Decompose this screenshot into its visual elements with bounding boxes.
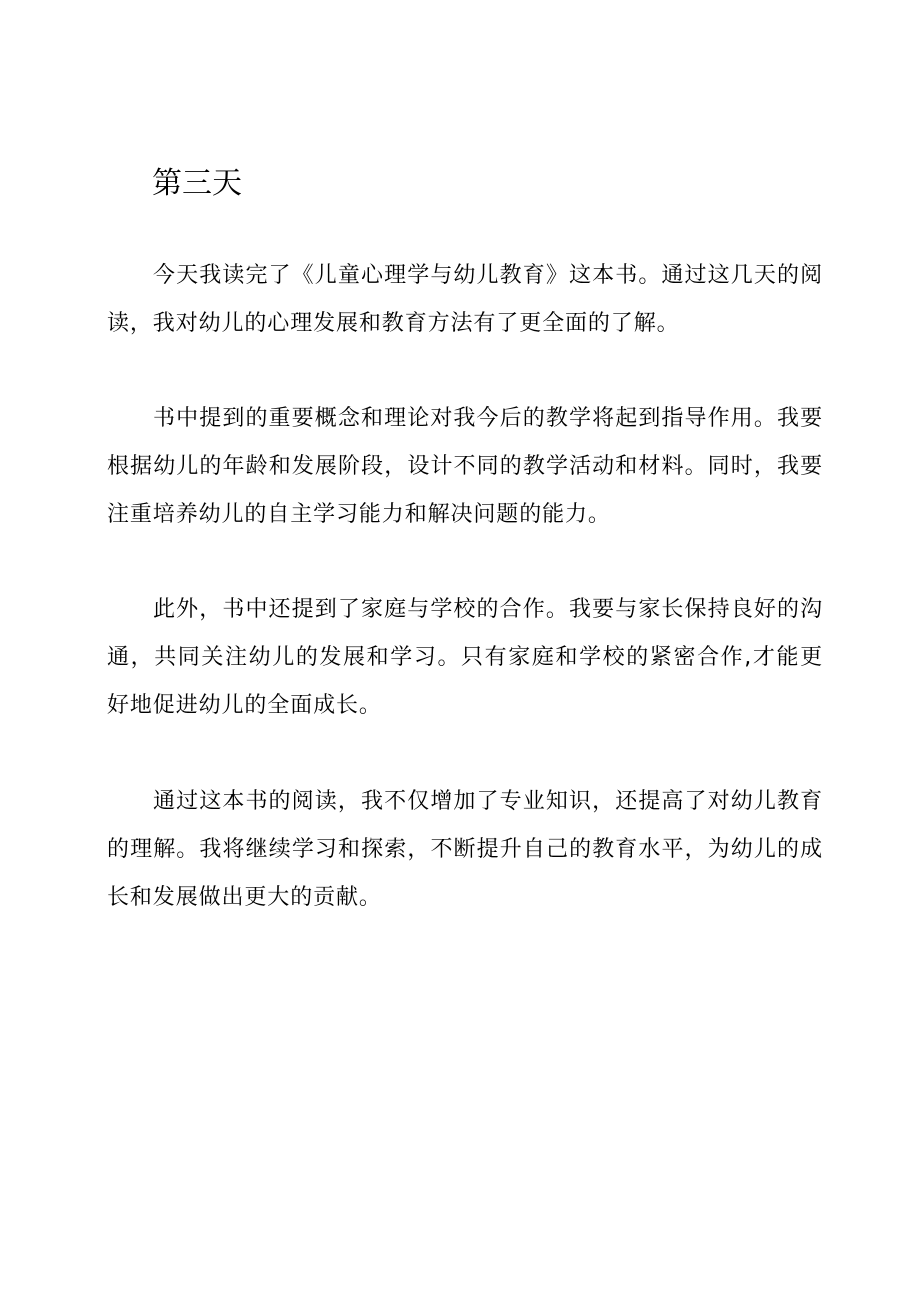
paragraph-3: 此外，书中还提到了家庭与学校的合作。我要与家长保持良好的沟通，共同关注幼儿的发展和学习。只有家庭和学校的紧密合作,才能更好地促进幼儿的全面成长。 — [107, 597, 823, 718]
paragraph-4: 通过这本书的阅读，我不仅增加了专业知识，还提高了对幼儿教育的理解。我将继续学习和探索，不断提升自己的教育水平，为幼儿的成长和发展做出更大的贡献。 — [107, 789, 823, 910]
paragraph-1: 今天我读完了《儿童心理学与幼儿教育》这本书。通过这几天的阅读，我对幼儿的心理发展和教育方法有了更全面的了解。 — [107, 263, 823, 336]
page-title: 第三天 — [152, 166, 242, 201]
paragraph-2: 书中提到的重要概念和理论对我今后的教学将起到指导作用。我要根据幼儿的年龄和发展阶段，设计不同的教学活动和材料。同时，我要注重培养幼儿的自主学习能力和解决问题的能力。 — [107, 406, 823, 527]
